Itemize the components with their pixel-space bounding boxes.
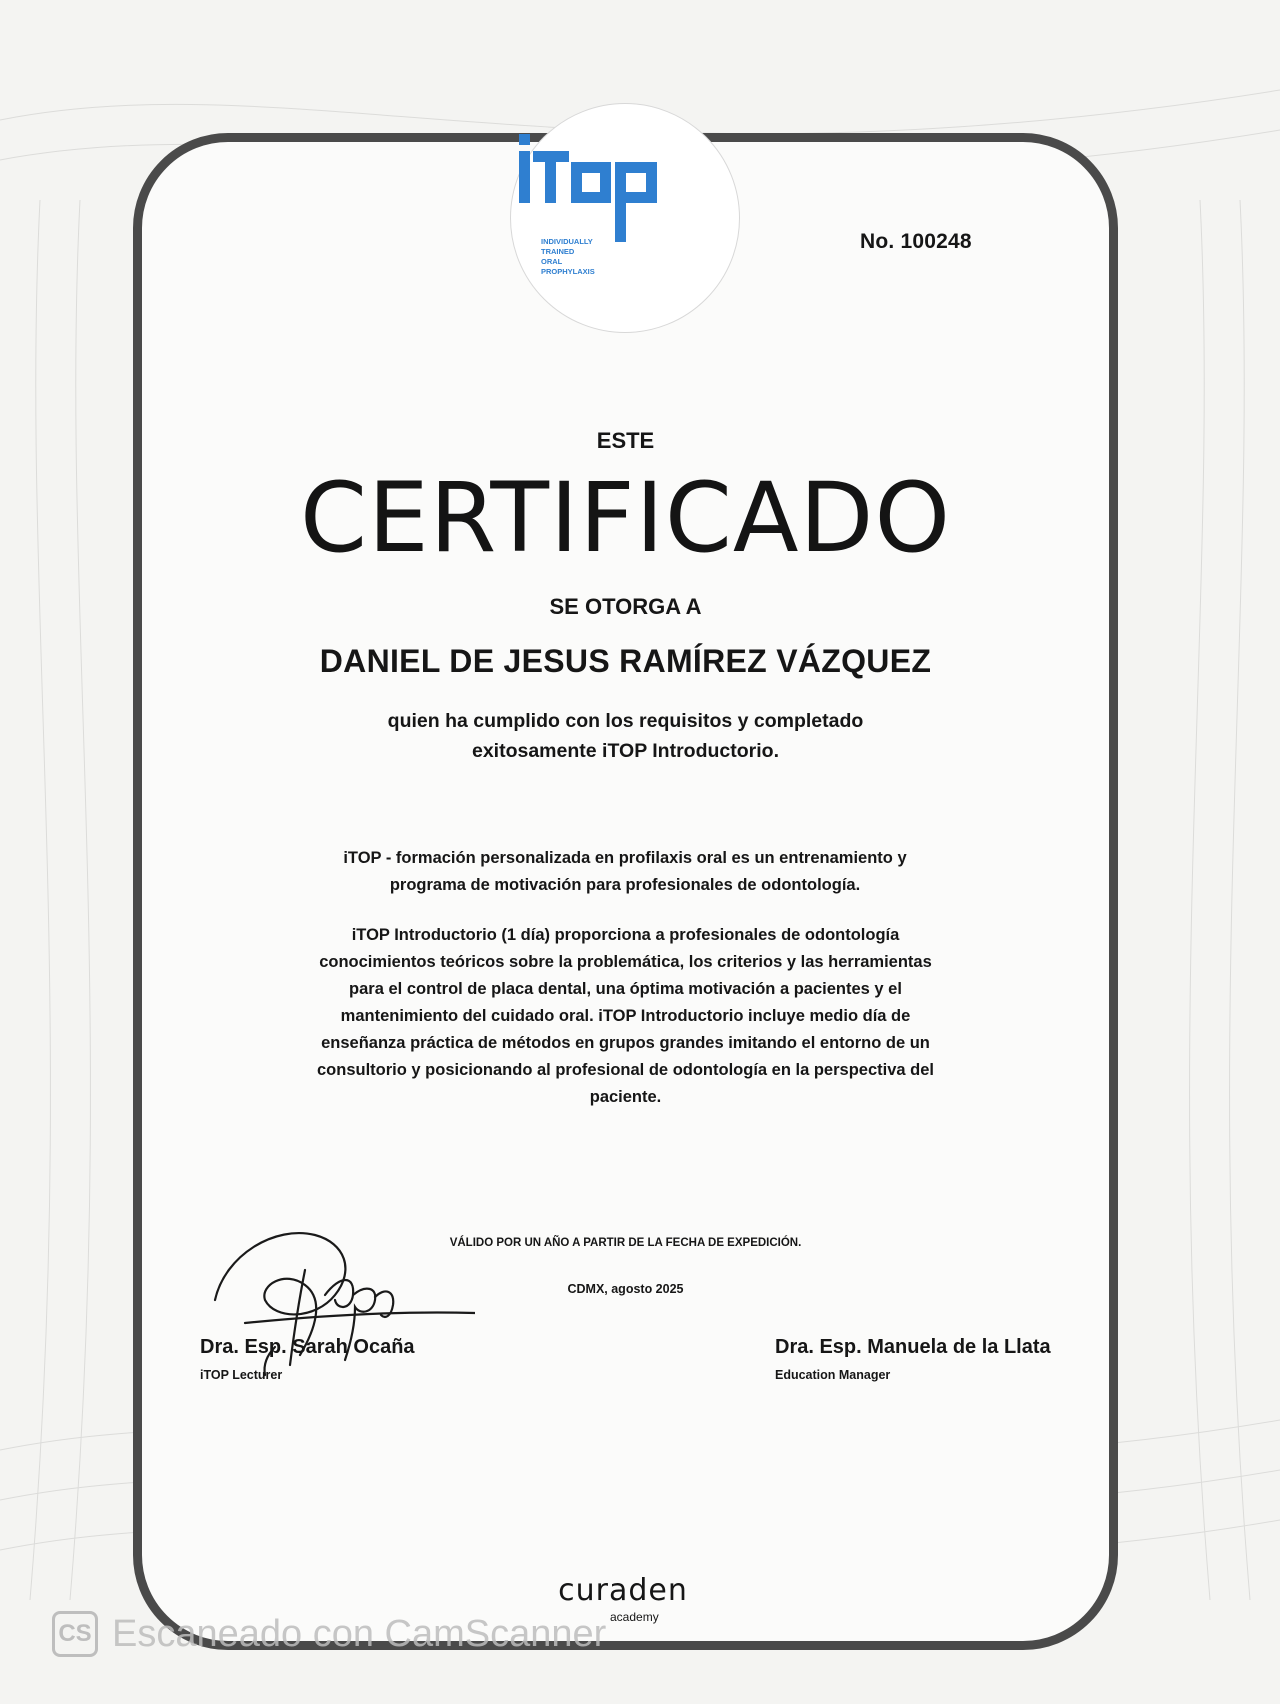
signature-drawing: [205, 1215, 475, 1385]
watermark-text: Escaneado con CamScanner: [112, 1612, 607, 1655]
course-name: iTOP Introductorio.: [602, 740, 779, 762]
description-paragraph-1: [315, 845, 935, 899]
certificate-title: CERTIFICADO: [299, 462, 952, 574]
recipient-name: DANIEL DE JESUS RAMÍREZ VÁZQUEZ: [319, 643, 932, 679]
svg-text:PROPHYLAXIS: PROPHYLAXIS: [541, 267, 595, 276]
svg-text:INDIVIDUALLY: INDIVIDUALLY: [541, 237, 593, 246]
description-text-2: iTOP Introductorio (1 día) proporciona a profesionales de odontología conocimientos teóricos sobre la problemática, los criterios y las herramientas para el control de placa dental, una óptima motivación a pacientes y el mantenimiento del cuidado oral. iTOP Introductorio incluye medio día de enseñanza práctica de métodos en grupos grandes imitando el entorno de un consultorio y posicionando al profesional de odontología en la perspectiva del paciente.: [316, 926, 934, 1106]
validity-note: VÁLIDO POR UN AÑO A PARTIR DE LA FECHA DE EXPEDICIÓN.: [449, 1237, 802, 1249]
left-signatory-role: iTOP Lecturer: [200, 1368, 283, 1382]
description-paragraph-2: [303, 922, 948, 1111]
curaden-academy-label: academy: [610, 1610, 659, 1624]
camscanner-icon: CS: [52, 1611, 98, 1657]
awarded-label: SE OTORGA A: [549, 594, 702, 619]
right-signatory-name: Dra. Esp. Manuela de la Llata: [775, 1336, 1051, 1358]
svg-text:TRAINED: TRAINED: [541, 247, 575, 256]
itop-logo: [510, 103, 740, 333]
certificate-number: No. 100248: [860, 230, 972, 253]
place-date: CDMX, agosto 2025: [567, 1282, 684, 1296]
intro-label: ESTE: [596, 428, 655, 453]
camscanner-watermark: [52, 1608, 606, 1660]
svg-text:ORAL: ORAL: [541, 257, 563, 266]
description-text-1: iTOP - formación personalizada en profilaxis oral es un entrenamiento y programa de motivación para profesionales de odontología.: [343, 849, 907, 894]
requirements-line-2-prefix: exitosamente: [471, 740, 603, 762]
curaden-logo: curaden: [558, 1573, 688, 1608]
requirements-line-1: quien ha cumplido con los requisitos y completado: [387, 710, 864, 732]
left-signatory-name: Dra. Esp. Sarah Ocaña: [200, 1336, 415, 1358]
requirements-text: [133, 706, 1118, 766]
right-signatory-role: Education Manager: [775, 1368, 891, 1382]
itop-logo-icon: [511, 104, 739, 332]
